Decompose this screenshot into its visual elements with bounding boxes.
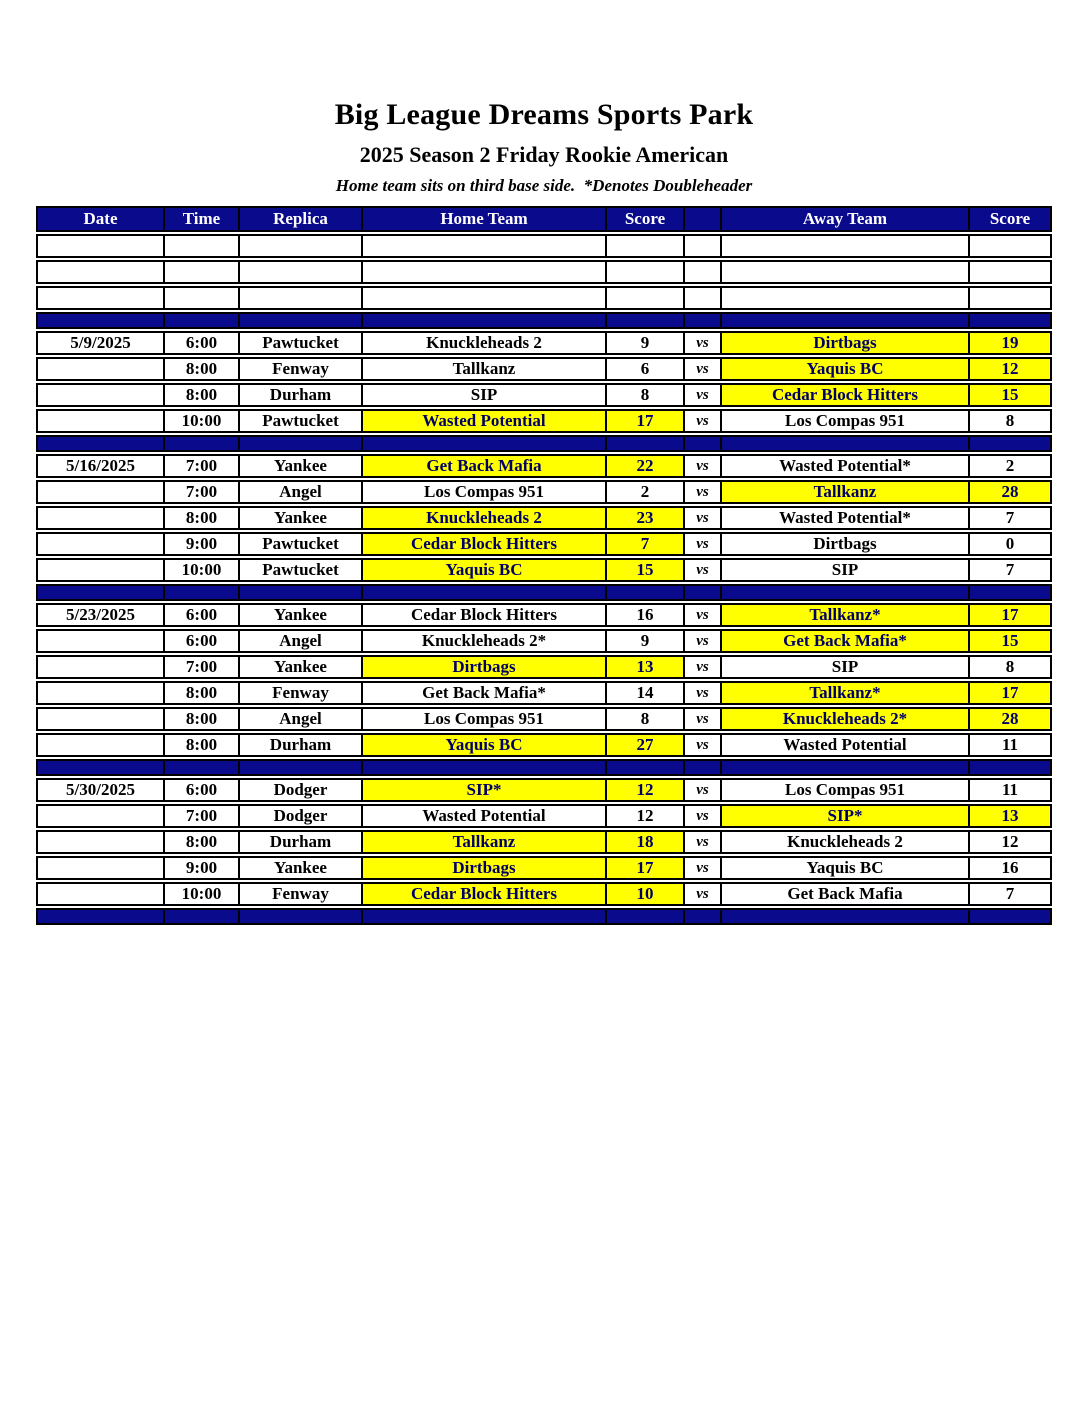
home-score-cell: 6 [607, 357, 685, 381]
time-cell: 6:00 [165, 778, 240, 802]
replica-cell: Durham [240, 733, 363, 757]
separator-cell [36, 584, 165, 601]
time-cell: 8:00 [165, 357, 240, 381]
date-cell [36, 629, 165, 653]
away-score-cell: 8 [970, 409, 1052, 433]
date-cell [36, 506, 165, 530]
home-score-cell: 8 [607, 383, 685, 407]
away-score-cell: 12 [970, 830, 1052, 854]
date-cell [36, 409, 165, 433]
replica-cell: Fenway [240, 882, 363, 906]
away-team-cell: Wasted Potential* [722, 454, 970, 478]
header-replica: Replica [240, 206, 363, 232]
separator-cell [36, 759, 165, 776]
separator-cell [607, 312, 685, 329]
date-cell [36, 856, 165, 880]
away-score-cell: 11 [970, 733, 1052, 757]
replica-cell: Pawtucket [240, 331, 363, 355]
replica-cell: Durham [240, 830, 363, 854]
home-team-cell: Cedar Block Hitters [363, 882, 607, 906]
home-team-cell: Yaquis BC [363, 558, 607, 582]
replica-cell: Yankee [240, 506, 363, 530]
vs-cell: vs [685, 357, 722, 381]
game-row [36, 331, 1052, 355]
away-score-cell: 17 [970, 681, 1052, 705]
home-team-cell: Los Compas 951 [363, 707, 607, 731]
home-team-cell: Knuckleheads 2 [363, 331, 607, 355]
separator-cell [363, 584, 607, 601]
away-team-cell: Knuckleheads 2* [722, 707, 970, 731]
time-cell: 9:00 [165, 856, 240, 880]
game-row [36, 480, 1052, 504]
away-team-cell: Wasted Potential* [722, 506, 970, 530]
home-score-cell: 18 [607, 830, 685, 854]
date-cell [36, 234, 165, 258]
away-score-cell: 7 [970, 558, 1052, 582]
vs-cell: vs [685, 506, 722, 530]
game-row [36, 655, 1052, 679]
vs-cell: vs [685, 331, 722, 355]
home-score-cell [607, 234, 685, 258]
replica-cell: Angel [240, 629, 363, 653]
vs-cell: vs [685, 778, 722, 802]
game-row [36, 882, 1052, 906]
away-team-cell: Wasted Potential [722, 733, 970, 757]
date-cell [36, 532, 165, 556]
home-score-cell: 14 [607, 681, 685, 705]
home-team-cell: Knuckleheads 2 [363, 506, 607, 530]
replica-cell: Fenway [240, 357, 363, 381]
away-score-cell: 15 [970, 383, 1052, 407]
separator-cell [970, 908, 1052, 925]
away-score-cell: 8 [970, 655, 1052, 679]
game-row [36, 629, 1052, 653]
separator-cell [722, 759, 970, 776]
separator-cell [685, 908, 722, 925]
vs-cell: vs [685, 532, 722, 556]
game-row [36, 532, 1052, 556]
separator-cell [722, 584, 970, 601]
separator-cell [607, 584, 685, 601]
home-score-cell [607, 260, 685, 284]
date-cell [36, 733, 165, 757]
separator-cell [722, 435, 970, 452]
away-score-cell: 12 [970, 357, 1052, 381]
time-cell: 6:00 [165, 603, 240, 627]
time-cell: 8:00 [165, 383, 240, 407]
empty-row [36, 234, 1052, 258]
away-score-cell: 19 [970, 331, 1052, 355]
replica-cell [240, 286, 363, 310]
date-cell [36, 558, 165, 582]
replica-cell: Durham [240, 383, 363, 407]
header-row [36, 206, 1052, 232]
home-score-cell: 9 [607, 331, 685, 355]
schedule-table [36, 204, 1052, 927]
date-cell [36, 480, 165, 504]
time-cell: 7:00 [165, 480, 240, 504]
date-cell [36, 655, 165, 679]
away-team-cell: SIP* [722, 804, 970, 828]
time-cell: 6:00 [165, 629, 240, 653]
separator-cell [240, 312, 363, 329]
away-team-cell: Get Back Mafia [722, 882, 970, 906]
away-score-cell: 7 [970, 882, 1052, 906]
header-away-score: Score [970, 206, 1052, 232]
time-cell [165, 234, 240, 258]
game-row [36, 733, 1052, 757]
header-home-team: Home Team [363, 206, 607, 232]
away-team-cell: Knuckleheads 2 [722, 830, 970, 854]
date-cell [36, 804, 165, 828]
replica-cell: Dodger [240, 778, 363, 802]
away-team-cell: Yaquis BC [722, 856, 970, 880]
home-score-cell: 23 [607, 506, 685, 530]
separator-cell [970, 759, 1052, 776]
away-team-cell: Yaquis BC [722, 357, 970, 381]
separator-row [36, 759, 1052, 776]
replica-cell [240, 260, 363, 284]
time-cell [165, 260, 240, 284]
date-cell [36, 383, 165, 407]
away-team-cell [722, 286, 970, 310]
separator-cell [685, 584, 722, 601]
time-cell: 7:00 [165, 804, 240, 828]
game-row [36, 856, 1052, 880]
time-cell: 10:00 [165, 558, 240, 582]
away-team-cell [722, 260, 970, 284]
time-cell: 8:00 [165, 707, 240, 731]
header-vs [685, 206, 722, 232]
home-team-cell: SIP [363, 383, 607, 407]
home-team-cell: Tallkanz [363, 830, 607, 854]
separator-cell [970, 584, 1052, 601]
schedule-document [36, 0, 1052, 1408]
home-team-cell: Dirtbags [363, 655, 607, 679]
game-row [36, 603, 1052, 627]
away-team-cell: Tallkanz [722, 480, 970, 504]
date-cell [36, 681, 165, 705]
game-row [36, 409, 1052, 433]
away-team-cell: Los Compas 951 [722, 778, 970, 802]
time-cell: 10:00 [165, 882, 240, 906]
date-cell [36, 260, 165, 284]
home-team-cell: Cedar Block Hitters [363, 532, 607, 556]
separator-cell [240, 908, 363, 925]
game-row [36, 454, 1052, 478]
separator-cell [722, 908, 970, 925]
separator-cell [970, 435, 1052, 452]
vs-cell: vs [685, 603, 722, 627]
time-cell: 7:00 [165, 655, 240, 679]
date-cell [36, 707, 165, 731]
home-team-cell [363, 234, 607, 258]
date-cell [36, 830, 165, 854]
separator-row [36, 584, 1052, 601]
game-row [36, 707, 1052, 731]
vs-cell: vs [685, 655, 722, 679]
away-score-cell [970, 260, 1052, 284]
separator-cell [240, 584, 363, 601]
away-score-cell: 16 [970, 856, 1052, 880]
vs-cell: vs [685, 454, 722, 478]
away-team-cell: Get Back Mafia* [722, 629, 970, 653]
header-date: Date [36, 206, 165, 232]
away-team-cell: Dirtbags [722, 331, 970, 355]
empty-row [36, 260, 1052, 284]
home-team-cell: Yaquis BC [363, 733, 607, 757]
away-score-cell: 28 [970, 707, 1052, 731]
time-cell: 8:00 [165, 733, 240, 757]
vs-cell: vs [685, 830, 722, 854]
time-cell: 8:00 [165, 681, 240, 705]
separator-cell [722, 312, 970, 329]
home-team-cell: Wasted Potential [363, 804, 607, 828]
empty-row [36, 286, 1052, 310]
home-score-cell [607, 286, 685, 310]
home-score-cell: 17 [607, 856, 685, 880]
away-score-cell: 13 [970, 804, 1052, 828]
time-cell: 8:00 [165, 506, 240, 530]
home-team-cell: Tallkanz [363, 357, 607, 381]
home-team-cell: SIP* [363, 778, 607, 802]
replica-cell: Fenway [240, 681, 363, 705]
vs-cell: vs [685, 882, 722, 906]
separator-cell [607, 435, 685, 452]
separator-cell [685, 312, 722, 329]
separator-cell [363, 908, 607, 925]
home-score-cell: 9 [607, 629, 685, 653]
header-away-team: Away Team [722, 206, 970, 232]
date-cell: 5/9/2025 [36, 331, 165, 355]
game-row [36, 804, 1052, 828]
home-team-cell: Get Back Mafia [363, 454, 607, 478]
separator-cell [165, 435, 240, 452]
vs-cell: vs [685, 856, 722, 880]
replica-cell [240, 234, 363, 258]
date-cell: 5/16/2025 [36, 454, 165, 478]
time-cell: 9:00 [165, 532, 240, 556]
time-cell: 10:00 [165, 409, 240, 433]
time-cell: 8:00 [165, 830, 240, 854]
home-score-cell: 15 [607, 558, 685, 582]
replica-cell: Pawtucket [240, 409, 363, 433]
home-team-cell: Los Compas 951 [363, 480, 607, 504]
page-note: Home team sits on third base side. *Denotes Doubleheader [335, 176, 753, 195]
separator-row [36, 908, 1052, 925]
game-row [36, 558, 1052, 582]
replica-cell: Dodger [240, 804, 363, 828]
separator-cell [36, 312, 165, 329]
home-score-cell: 22 [607, 454, 685, 478]
vs-cell: vs [685, 383, 722, 407]
vs-cell: vs [685, 480, 722, 504]
away-team-cell: SIP [722, 558, 970, 582]
separator-cell [363, 435, 607, 452]
date-cell [36, 286, 165, 310]
replica-cell: Pawtucket [240, 532, 363, 556]
home-team-cell: Cedar Block Hitters [363, 603, 607, 627]
replica-cell: Angel [240, 480, 363, 504]
separator-cell [36, 908, 165, 925]
game-row [36, 681, 1052, 705]
away-score-cell: 0 [970, 532, 1052, 556]
home-team-cell: Wasted Potential [363, 409, 607, 433]
home-score-cell: 12 [607, 804, 685, 828]
separator-cell [240, 759, 363, 776]
home-team-cell: Dirtbags [363, 856, 607, 880]
home-score-cell: 13 [607, 655, 685, 679]
home-score-cell: 12 [607, 778, 685, 802]
vs-cell: vs [685, 804, 722, 828]
vs-cell [685, 286, 722, 310]
vs-cell: vs [685, 629, 722, 653]
away-score-cell [970, 286, 1052, 310]
away-team-cell: SIP [722, 655, 970, 679]
home-team-cell: Knuckleheads 2* [363, 629, 607, 653]
separator-cell [607, 759, 685, 776]
home-score-cell: 10 [607, 882, 685, 906]
separator-cell [363, 759, 607, 776]
date-cell [36, 357, 165, 381]
away-score-cell: 28 [970, 480, 1052, 504]
replica-cell: Yankee [240, 603, 363, 627]
away-team-cell: Cedar Block Hitters [722, 383, 970, 407]
game-row [36, 357, 1052, 381]
away-team-cell: Tallkanz* [722, 603, 970, 627]
separator-cell [970, 312, 1052, 329]
replica-cell: Yankee [240, 655, 363, 679]
replica-cell: Pawtucket [240, 558, 363, 582]
schedule-body [36, 234, 1052, 925]
separator-row [36, 312, 1052, 329]
separator-cell [165, 759, 240, 776]
replica-cell: Yankee [240, 856, 363, 880]
separator-cell [363, 312, 607, 329]
separator-cell [36, 435, 165, 452]
time-cell: 6:00 [165, 331, 240, 355]
vs-cell: vs [685, 681, 722, 705]
page-title: Big League Dreams Sports Park [334, 98, 754, 131]
home-score-cell: 16 [607, 603, 685, 627]
separator-cell [165, 312, 240, 329]
home-team-cell: Get Back Mafia* [363, 681, 607, 705]
game-row [36, 506, 1052, 530]
page-subtitle: 2025 Season 2 Friday Rookie American [359, 142, 729, 167]
replica-cell: Yankee [240, 454, 363, 478]
away-score-cell: 7 [970, 506, 1052, 530]
separator-cell [685, 435, 722, 452]
away-score-cell: 17 [970, 603, 1052, 627]
away-score-cell: 2 [970, 454, 1052, 478]
home-team-cell [363, 286, 607, 310]
away-score-cell [970, 234, 1052, 258]
separator-cell [607, 908, 685, 925]
home-score-cell: 17 [607, 409, 685, 433]
home-score-cell: 2 [607, 480, 685, 504]
away-team-cell [722, 234, 970, 258]
home-team-cell [363, 260, 607, 284]
game-row [36, 383, 1052, 407]
date-cell: 5/23/2025 [36, 603, 165, 627]
time-cell [165, 286, 240, 310]
separator-cell [165, 584, 240, 601]
away-team-cell: Dirtbags [722, 532, 970, 556]
separator-cell [240, 435, 363, 452]
home-score-cell: 7 [607, 532, 685, 556]
vs-cell: vs [685, 558, 722, 582]
separator-cell [165, 908, 240, 925]
vs-cell: vs [685, 707, 722, 731]
vs-cell [685, 234, 722, 258]
away-score-cell: 11 [970, 778, 1052, 802]
vs-cell [685, 260, 722, 284]
vs-cell: vs [685, 409, 722, 433]
away-team-cell: Tallkanz* [722, 681, 970, 705]
home-score-cell: 27 [607, 733, 685, 757]
header-home-score: Score [607, 206, 685, 232]
away-score-cell: 15 [970, 629, 1052, 653]
game-row [36, 778, 1052, 802]
replica-cell: Angel [240, 707, 363, 731]
game-row [36, 830, 1052, 854]
time-cell: 7:00 [165, 454, 240, 478]
date-cell [36, 882, 165, 906]
vs-cell: vs [685, 733, 722, 757]
date-cell: 5/30/2025 [36, 778, 165, 802]
header-time: Time [165, 206, 240, 232]
away-team-cell: Los Compas 951 [722, 409, 970, 433]
separator-row [36, 435, 1052, 452]
separator-cell [685, 759, 722, 776]
home-score-cell: 8 [607, 707, 685, 731]
